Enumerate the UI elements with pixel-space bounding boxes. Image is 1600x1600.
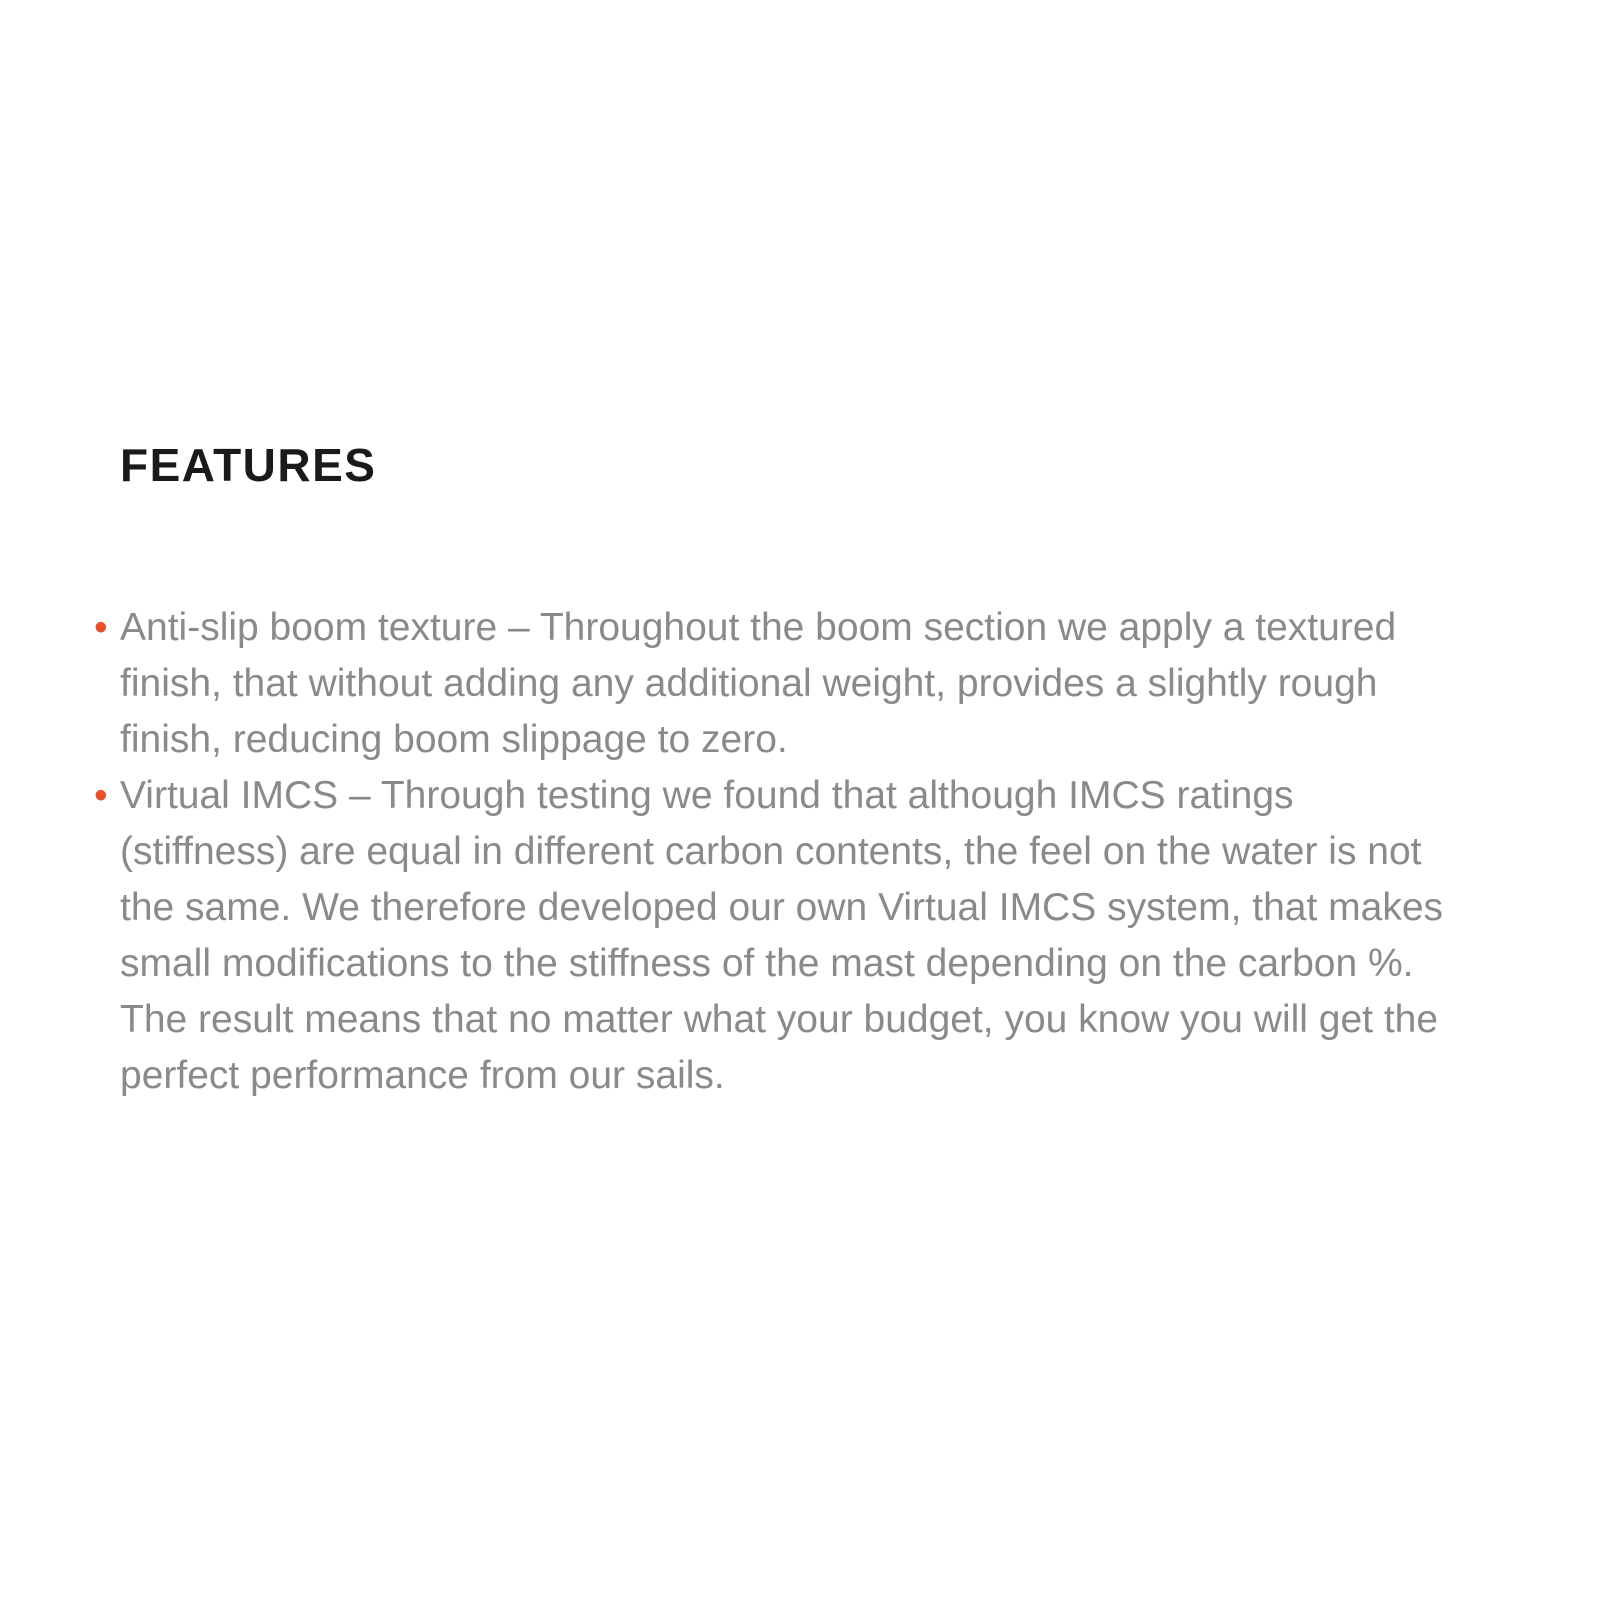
bullet-icon: • [94,774,108,817]
features-section [94,439,1480,1097]
list-item-text: Anti-slip boom texture – Throughout the boom section we apply a textured finish, that without adding any additional weight, provides a slightly rough finish, reducing boom slippage to zero. [120,606,1397,761]
list-item [94,768,1472,1104]
features-list [94,600,1472,1104]
features-heading: FEATURES [120,439,377,491]
list-item [94,600,1472,768]
bullet-icon: • [94,606,108,649]
list-item-text: Virtual IMCS – Through testing we found that although IMCS ratings (stiffness) are equal in different carbon contents, the feel on the water is not the same. We therefore developed our own Virtual IMCS system, that makes small modifications to the stiffness of the mast depending on the carbon %. The result means that no matter what your budget, you know you will get the perfect performance from our sails. [120,774,1444,1097]
